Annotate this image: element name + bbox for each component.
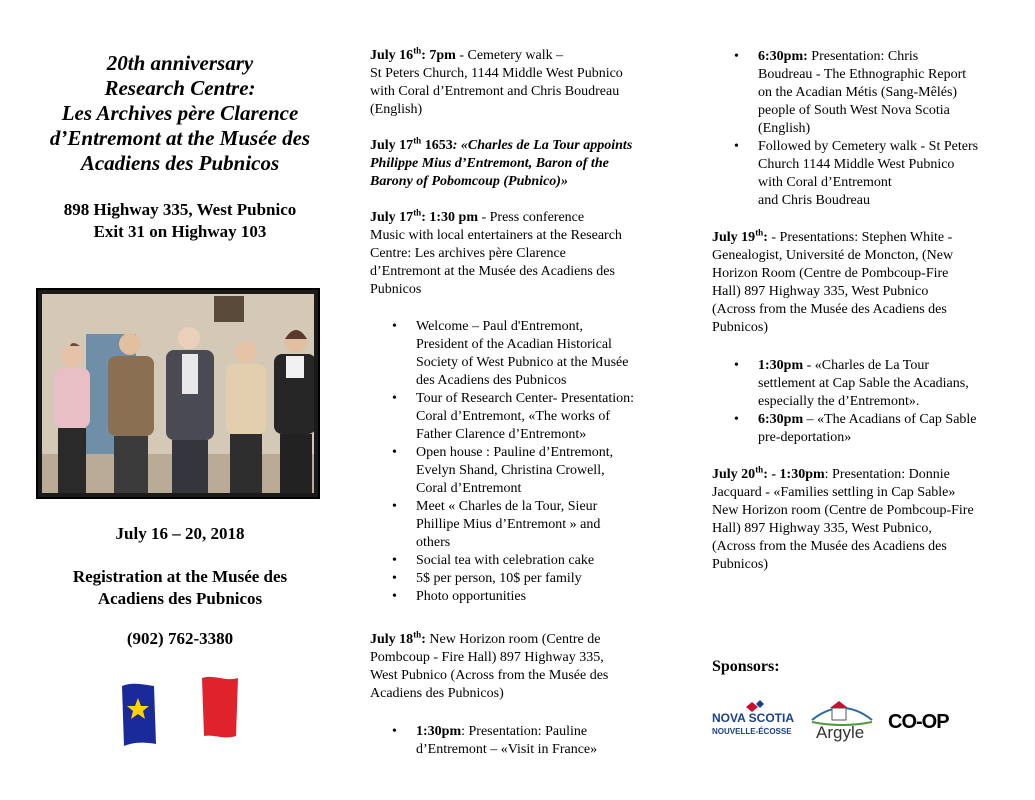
list-item-line: • Followed by Cemetery walk - St Peters <box>758 139 979 154</box>
entry-line: Jacquard - «Families settling in Cap Sable» <box>712 485 956 500</box>
photo-scene <box>42 294 314 493</box>
list-item-line: • Open house : Pauline d’Entremont, <box>416 445 614 460</box>
date-heading: July 18 <box>370 632 414 647</box>
entry-line: Hall) 897 Highway 335, West Pubnico, <box>712 521 932 536</box>
entry-line: Hall) 897 Highway 335, West Pubnico <box>712 284 929 299</box>
date-suffix: th <box>413 135 422 146</box>
july18-activity-list <box>370 723 670 759</box>
list-item-line: and Chris Boudreau <box>758 193 870 208</box>
list-item <box>370 498 670 552</box>
sponsor-logos-graphic <box>712 696 1012 746</box>
entry-line: New Horizon room (Centre de <box>425 632 601 647</box>
date-heading: July 17 <box>370 210 414 225</box>
entry-line: Pubnicos <box>370 282 422 297</box>
list-item-line: Presentation: Chris <box>807 49 919 64</box>
coop-text: CO-OP <box>888 711 949 733</box>
list-item-line: (English) <box>758 121 811 136</box>
entry-line: New Horizon room (Centre de Pombcoup-Fire <box>712 503 974 518</box>
argyle-logo <box>812 701 872 742</box>
date-heading: July 16 <box>370 48 414 63</box>
list-item <box>370 444 670 498</box>
title-line: d’Entremont at the Musée des <box>49 126 311 150</box>
list-item-line: des Acadiens des Pubnicos <box>416 373 567 388</box>
list-item-line: Society of West Pubnico at the Musée <box>416 355 629 370</box>
entry-line: Centre: Les archives père Clarence <box>370 246 566 261</box>
list-item-line: President of the Acadian Historical <box>416 337 612 352</box>
group-photo <box>36 288 320 499</box>
event-time: 1:30pm <box>758 358 804 373</box>
title-line: Research Centre: <box>104 76 256 100</box>
entry-line: Horizon Room (Centre de Pombcoup-Fire <box>712 266 949 281</box>
list-item-line: people of South West Nova Scotia <box>758 103 950 118</box>
list-item-line: d’Entremont – «Visit in France» <box>416 742 598 757</box>
list-item-line: pre-deportation» <box>758 430 852 445</box>
list-item-line: Coral d’Entremont, «The works of <box>416 409 611 424</box>
venue-address <box>30 199 330 243</box>
list-item <box>370 318 670 390</box>
entry-line: (Across from the Musée des Acadiens des <box>712 302 947 317</box>
title-line: Acadiens des Pubnicos <box>80 151 280 175</box>
registration-line: Registration at the Musée des <box>72 567 288 586</box>
brochure-title <box>30 51 330 176</box>
july19-activity-list <box>712 357 1012 447</box>
july18-evening-list <box>712 48 1012 210</box>
event-time: : 7pm <box>421 48 456 63</box>
entry-line: West Pubnico (Across from the Musée des <box>370 668 609 683</box>
sponsor-logos <box>712 696 1012 746</box>
title-line: Les Archives père Clarence <box>61 101 299 125</box>
list-item-line: Father Clarence d’Entremont» <box>416 427 587 442</box>
entry-line: Genealogist, Université de Moncton, (New <box>712 248 954 263</box>
date-suffix: th <box>755 464 764 475</box>
entry-line: d’Entremont at the Musée des Acadiens des <box>370 264 615 279</box>
event-time: 6:30pm: <box>758 49 808 64</box>
list-item-line: especially the d’Entremont». <box>758 394 920 409</box>
coop-logo <box>888 711 949 733</box>
list-item-line: • Meet « Charles de la Tour, Sieur <box>416 499 598 514</box>
acadian-flag-icon <box>120 668 240 758</box>
address-line: 898 Highway 335, West Pubnico <box>63 200 297 219</box>
event-time: : 1:30 pm <box>421 210 478 225</box>
year-text: 1653 <box>421 138 453 153</box>
entry-line: with Coral d’Entremont and Chris Boudreau <box>370 84 620 99</box>
entry-line: Barony of Pobomcoup (Pubnico)» <box>370 174 568 189</box>
list-item-line: – «The Acadians of Cap Sable <box>803 412 977 427</box>
date-suffix: th <box>413 207 422 218</box>
date-suffix: th <box>413 45 422 56</box>
date-suffix: th <box>755 227 764 238</box>
july19-entry <box>712 229 1012 337</box>
registration-info <box>30 566 330 610</box>
event-time: 1:30pm <box>416 724 462 739</box>
list-item-line: - «Charles de La Tour <box>803 358 930 373</box>
entry-line: - Presentations: Stephen White - <box>767 230 953 245</box>
list-item <box>712 48 1012 138</box>
date-heading: July 19 <box>712 230 756 245</box>
title-line: 20th anniversary <box>106 51 254 75</box>
entry-line: Pombcoup - Fire Hall) 897 Highway 335, <box>370 650 604 665</box>
list-item <box>712 138 1012 210</box>
july16-entry <box>370 47 670 119</box>
list-item-line: Phillipe Mius d’Entremont » and <box>416 517 601 532</box>
address-line: Exit 31 on Highway 103 <box>93 222 267 241</box>
list-item-line: • Photo opportunities <box>416 589 527 604</box>
list-item <box>712 411 1012 447</box>
list-item <box>370 570 670 588</box>
list-item-line: on the Acadian Métis (Sang-Mêlés) <box>758 85 958 100</box>
list-item-line: • 5$ per person, 10$ per family <box>416 571 582 586</box>
entry-line: (Across from the Musée des Acadiens des <box>712 539 947 554</box>
july17-press-entry <box>370 209 670 299</box>
list-item <box>370 723 670 759</box>
event-time: : - 1:30pm <box>763 467 825 482</box>
list-item-line: Church 1144 Middle West Pubnico <box>758 157 955 172</box>
event-time: 6:30pm <box>758 412 804 427</box>
photo-illustration <box>42 294 314 493</box>
sponsors-heading: Sponsors: <box>712 658 780 675</box>
entry-line: Acadiens des Pubnicos) <box>370 686 504 701</box>
list-item <box>370 390 670 444</box>
list-item-line: Coral d’Entremont <box>416 481 522 496</box>
list-item-line: • Social tea with celebration cake <box>416 553 595 568</box>
list-item-line: settlement at Cap Sable the Acadians, <box>758 376 969 391</box>
entry-line: Music with local entertainers at the Research <box>370 228 622 243</box>
date-suffix: th <box>413 629 422 640</box>
entry-line: : «Charles de La Tour appoints <box>452 138 633 153</box>
list-item <box>370 588 670 606</box>
july17-history-entry <box>370 137 670 191</box>
entry-line: Pubnicos) <box>712 557 768 572</box>
list-item <box>370 552 670 570</box>
nova-scotia-logo <box>712 700 794 736</box>
nova-scotia-text: NOVA SCOTIA <box>712 711 795 725</box>
registration-line: Acadiens des Pubnicos <box>97 589 263 608</box>
list-item-line: • Tour of Research Center- Presentation: <box>416 391 634 406</box>
july17-activity-list <box>370 318 670 606</box>
date-heading: July 17 <box>370 138 414 153</box>
colon-text: : <box>763 230 768 245</box>
july18-entry <box>370 631 670 703</box>
entry-line: (English) <box>370 102 423 117</box>
event-dates: July 16 – 20, 2018 <box>115 524 245 543</box>
list-item-line: with Coral d’Entremont <box>758 175 892 190</box>
entry-line: St Peters Church, 1144 Middle West Pubnico <box>370 66 623 81</box>
list-item-line: • Welcome – Paul d'Entremont, <box>416 319 584 334</box>
entry-line: Pubnicos) <box>712 320 768 335</box>
colon-text: : <box>421 632 426 647</box>
july20-entry <box>712 466 1012 574</box>
date-heading: July 20 <box>712 467 756 482</box>
entry-line: - Cemetery walk – <box>455 48 564 63</box>
list-item <box>712 357 1012 411</box>
list-item-line: Boudreau - The Ethnographic Report <box>758 67 967 82</box>
list-item-line: others <box>416 535 451 550</box>
phone-number: (902) 762-3380 <box>126 629 234 648</box>
list-item-line: Evelyn Shand, Christina Crowell, <box>416 463 605 478</box>
entry-line: : Presentation: Donnie <box>824 467 950 482</box>
nouvelle-ecosse-text: NOUVELLE-ÉCOSSE <box>712 727 792 736</box>
entry-line: - Press conference <box>477 210 585 225</box>
list-item-line: : Presentation: Pauline <box>461 724 588 739</box>
argyle-text: Argyle <box>816 723 865 742</box>
entry-line: Philippe Mius d’Entremont, Baron of the <box>370 156 609 171</box>
